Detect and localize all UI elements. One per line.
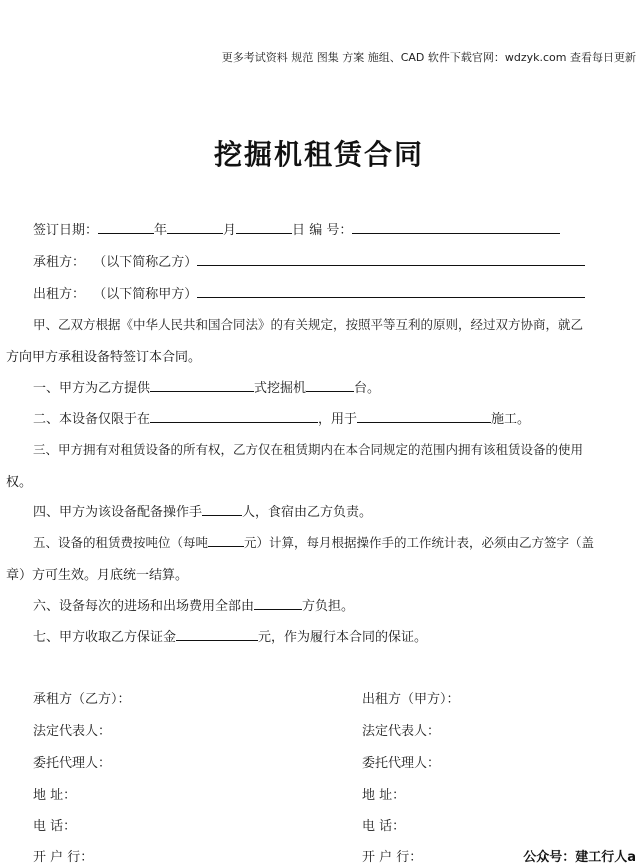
sig-lessor-bank: 开 户 行：	[362, 850, 423, 865]
operator-count-blank[interactable]	[202, 502, 242, 516]
clause-6-text-a: 六、设备每次的进场和出场费用全部由	[33, 599, 255, 614]
clause-2-text-c: 施工。	[491, 412, 531, 427]
sig-lessor-phone: 电 话：	[362, 819, 406, 834]
clause-2-text-b: ，用于	[318, 412, 358, 427]
sig-lessee-bank: 开 户 行：	[33, 850, 94, 865]
clause-3-line-2: 权。	[6, 475, 33, 490]
sig-lessor-legal-rep: 法定代表人：	[362, 724, 441, 739]
rate-per-ton-blank[interactable]	[208, 533, 244, 547]
transport-party-blank[interactable]	[254, 596, 302, 610]
lessor-blank[interactable]	[197, 284, 585, 298]
document-title: 挖掘机租赁合同	[213, 138, 424, 171]
clause-5-line-1	[33, 533, 594, 551]
clause-4	[33, 501, 372, 520]
lessee-row	[33, 251, 585, 270]
clause-5-line-2: 章）方可生效。月底统一结算。	[6, 568, 189, 583]
clause-1-text-a: 一、甲方为乙方提供	[33, 381, 151, 396]
clause-7-text-b: 元，作为履行本合同的保证。	[258, 630, 428, 645]
machine-type-blank[interactable]	[150, 378, 254, 392]
day-label: 日	[292, 223, 306, 238]
clause-2-text-a: 二、本设备仅限于在	[33, 412, 151, 427]
clause-7-text-a: 七、甲方收取乙方保证金	[33, 630, 177, 645]
construction-blank[interactable]	[357, 409, 491, 423]
location-blank[interactable]	[150, 409, 318, 423]
clause-5-text-a: 五、设备的租赁费按吨位（每吨	[33, 535, 209, 550]
intro-line-1: 甲、乙双方根据《中华人民共和国合同法》的有关规定，按照平等互利的原则，经过双方协商，就乙	[33, 317, 584, 332]
month-blank[interactable]	[167, 220, 223, 234]
lessor-hint: （以下简称甲方）	[93, 287, 198, 302]
clause-3-line-1: 三、甲方拥有对租赁设备的所有权，乙方仅在租赁期内在本合同规定的范围内拥有该租赁设备的使用	[33, 442, 584, 457]
clause-6-text-b: 方负担。	[302, 599, 355, 614]
number-label: 编 号：	[309, 223, 353, 238]
clause-7	[33, 626, 427, 645]
sig-lessor-agent: 委托代理人：	[362, 756, 441, 771]
clause-1-text-c: 台。	[354, 381, 381, 396]
clause-4-text-b: 人，食宿由乙方负责。	[242, 505, 373, 520]
footer-watermark: 公众号：建工行人a	[523, 850, 636, 865]
sig-lessee-agent: 委托代理人：	[33, 756, 112, 771]
clause-5-text-b: 元）计算，每月根据操作手的工作统计表，必须由乙方签字（盖	[244, 535, 595, 550]
deposit-blank[interactable]	[176, 627, 258, 641]
machine-count-blank[interactable]	[306, 378, 354, 392]
clause-1	[33, 377, 380, 396]
lessee-blank[interactable]	[197, 252, 585, 266]
sig-lessee-address: 地 址：	[33, 788, 77, 803]
sig-lessor-address: 地 址：	[362, 788, 406, 803]
header-note: 更多考试资料 规范 图集 方案 施组、CAD 软件下载官网：wdzyk.com 查看每日更新	[221, 51, 636, 64]
lessor-row	[33, 283, 585, 302]
clause-1-text-b: 式挖掘机	[254, 381, 307, 396]
day-blank[interactable]	[236, 220, 292, 234]
lessor-label: 出租方：	[33, 287, 86, 302]
sign-date-row	[33, 219, 560, 238]
clause-2	[33, 408, 530, 427]
sig-lessee-party: 承租方（乙方）：	[33, 692, 131, 707]
sign-date-label: 签订日期：	[33, 223, 99, 238]
clause-6	[33, 595, 354, 614]
intro-line-2: 方向甲方承租设备特签订本合同。	[6, 350, 202, 365]
sig-lessee-phone: 电 话：	[33, 819, 77, 834]
number-blank[interactable]	[352, 220, 560, 234]
month-label: 月	[223, 223, 237, 238]
year-blank[interactable]	[98, 220, 154, 234]
lessee-label: 承租方：	[33, 255, 86, 270]
sig-lessee-legal-rep: 法定代表人：	[33, 724, 112, 739]
year-label: 年	[154, 223, 168, 238]
clause-4-text-a: 四、甲方为该设备配备操作手	[33, 505, 203, 520]
sig-lessor-party: 出租方（甲方）：	[362, 692, 460, 707]
lessee-hint: （以下简称乙方）	[93, 255, 198, 270]
